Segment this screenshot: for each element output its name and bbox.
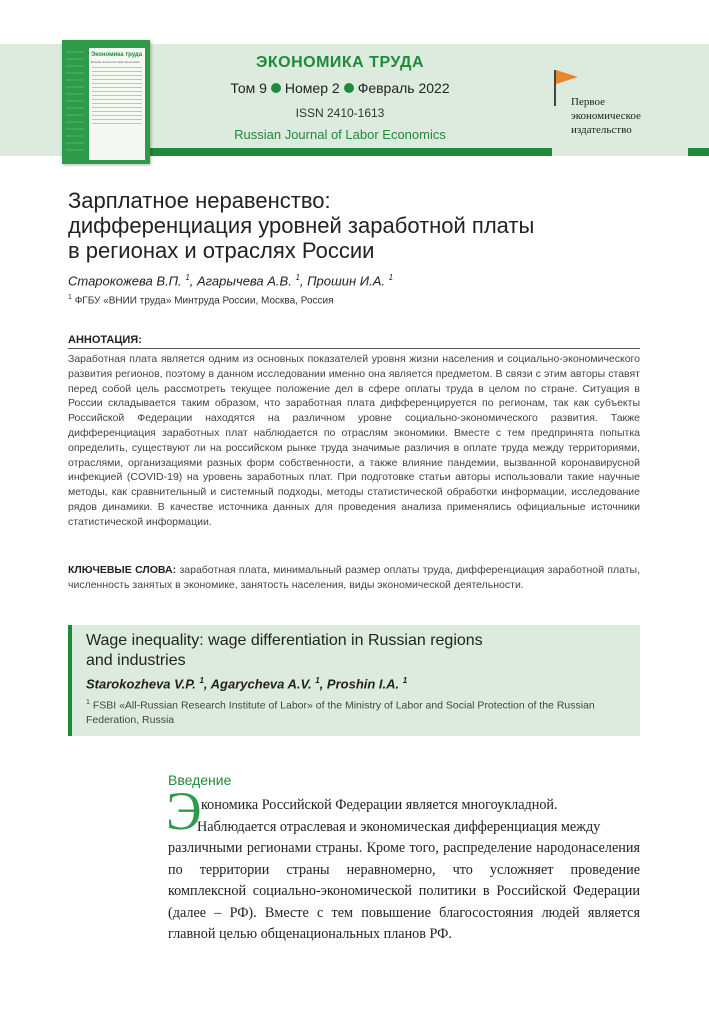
introduction-first-lines: кономика Российской Федерации является многоукладной. Наблюдается отраслевая и экономическая дифференциация между [197,797,601,835]
introduction-heading: Введение [168,772,232,788]
journal-issue [160,80,520,96]
journal-english-title: Russian Journal of Labor Economics [234,127,446,142]
abstract-text: Заработная плата является одним из основных показателей уровня жизни населения и социально-экономического развития регионов, поэтому в данном исследовании именно она является предметом. В связи с этим авторы ставят перед собой цель рассмотреть текущее положение дел в сфере оплаты труда в целом по стране. Ситуация в России складывается таким образом, что заработная плата дифференцируется по регионам, так как субъекты Российской Федерации находятся на различном уровне социально-экономического развития. Также дифференциация заработных плат наблюдается по отраслям экономики. Вместе с тем предпринята попытка определить, существуют ли на российском рынке труда значимые различия в оплате труда между территориями, отраслями, организациями разных форм собственности, а также влияние пандемии, вызванной коронавирусной инфекцией (COVID-19) на уровень заработных плат. При подготовке статьи авторы использовали такие научные методы, как сравнительный и системный подходы, методы статистической обработки информации, исследование рядов динамики. В качестве источника данных для проведения анализа применялись официальные источники статистической информации. [68,353,640,528]
journal-number: Номер 2 [284,80,340,96]
author-name: Proshin I.A. [326,676,400,692]
publisher-name: Первое экономическое издательство [571,96,641,136]
keywords-label: КЛЮЧЕВЫЕ СЛОВА: [68,564,177,576]
journal-date: Февраль 2022 [357,80,450,96]
article-affiliation: $^1$ ФГБУ «ВНИИ труда» Минтруда России, Москва, Россия [68,294,334,307]
author-name: Agarycheva A.V. [210,676,312,692]
journal-issn: ISSN 2410-1613 [295,106,385,120]
english-summary-box [68,625,640,736]
introduction-text: различными регионами страны. Кроме того, распределение народонаселения по территории страны неравномерно, что усложняет проведение комплексной социально-экономической политики в Российской Федерации (далее – РФ). Вместе с тем повышение благосостояния людей является главной целью общенациональных планов РФ. [168,840,640,943]
header-rule-left [140,148,552,156]
journal-volume: Том 9 [230,80,267,96]
author-name: Starokozheva V.P. [86,676,196,692]
header-rule-right [688,148,709,156]
cover-subtitle: Russian Journal of Labor Economics [91,60,140,64]
bullet-dot [344,83,354,93]
drop-cap: Э [166,781,202,841]
journal-title: ЭКОНОМИКА ТРУДА [255,54,424,71]
english-authors: Starokozheva V.P. $^1$, Agarycheva A.V. $^1$, Proshin I.A. $^1$ [86,676,408,692]
keywords [68,563,640,593]
cover-sheet [89,48,145,160]
cover-title: Экономика труда [91,52,143,58]
author-name: Агарычева А.В. [197,273,292,289]
english-affiliation: $^1$ FSBI «All-Russian Research Institute of Labor» of the Ministry of Labor and Social Protection of the Russian Federation, Russia [86,699,595,726]
english-title: Wage inequality: wage differentiation in Russian regions and industries [86,632,483,669]
bullet-dot [271,83,281,93]
cover-stripe [66,46,84,156]
article-authors: Старокожева В.П. $^1$, Агарычева А.В. $^1$, Прошин И.А. $^1$ [68,273,394,289]
abstract-heading: АННОТАЦИЯ: [68,334,142,346]
author-name: Прошин И.А. [307,273,386,289]
author-name: Старокожева В.П. [68,273,182,289]
abstract-divider [68,348,640,349]
article-title: Зарплатное неравенство: дифференциация уровней заработной платы в регионах и отраслях России [68,188,535,263]
keywords-text: заработная плата, минимальный размер оплаты труда, дифференциация заработной платы, численность занятых в экономике, занятость населения, виды экономической деятельности. [68,564,641,591]
journal-cover-image [62,40,150,164]
